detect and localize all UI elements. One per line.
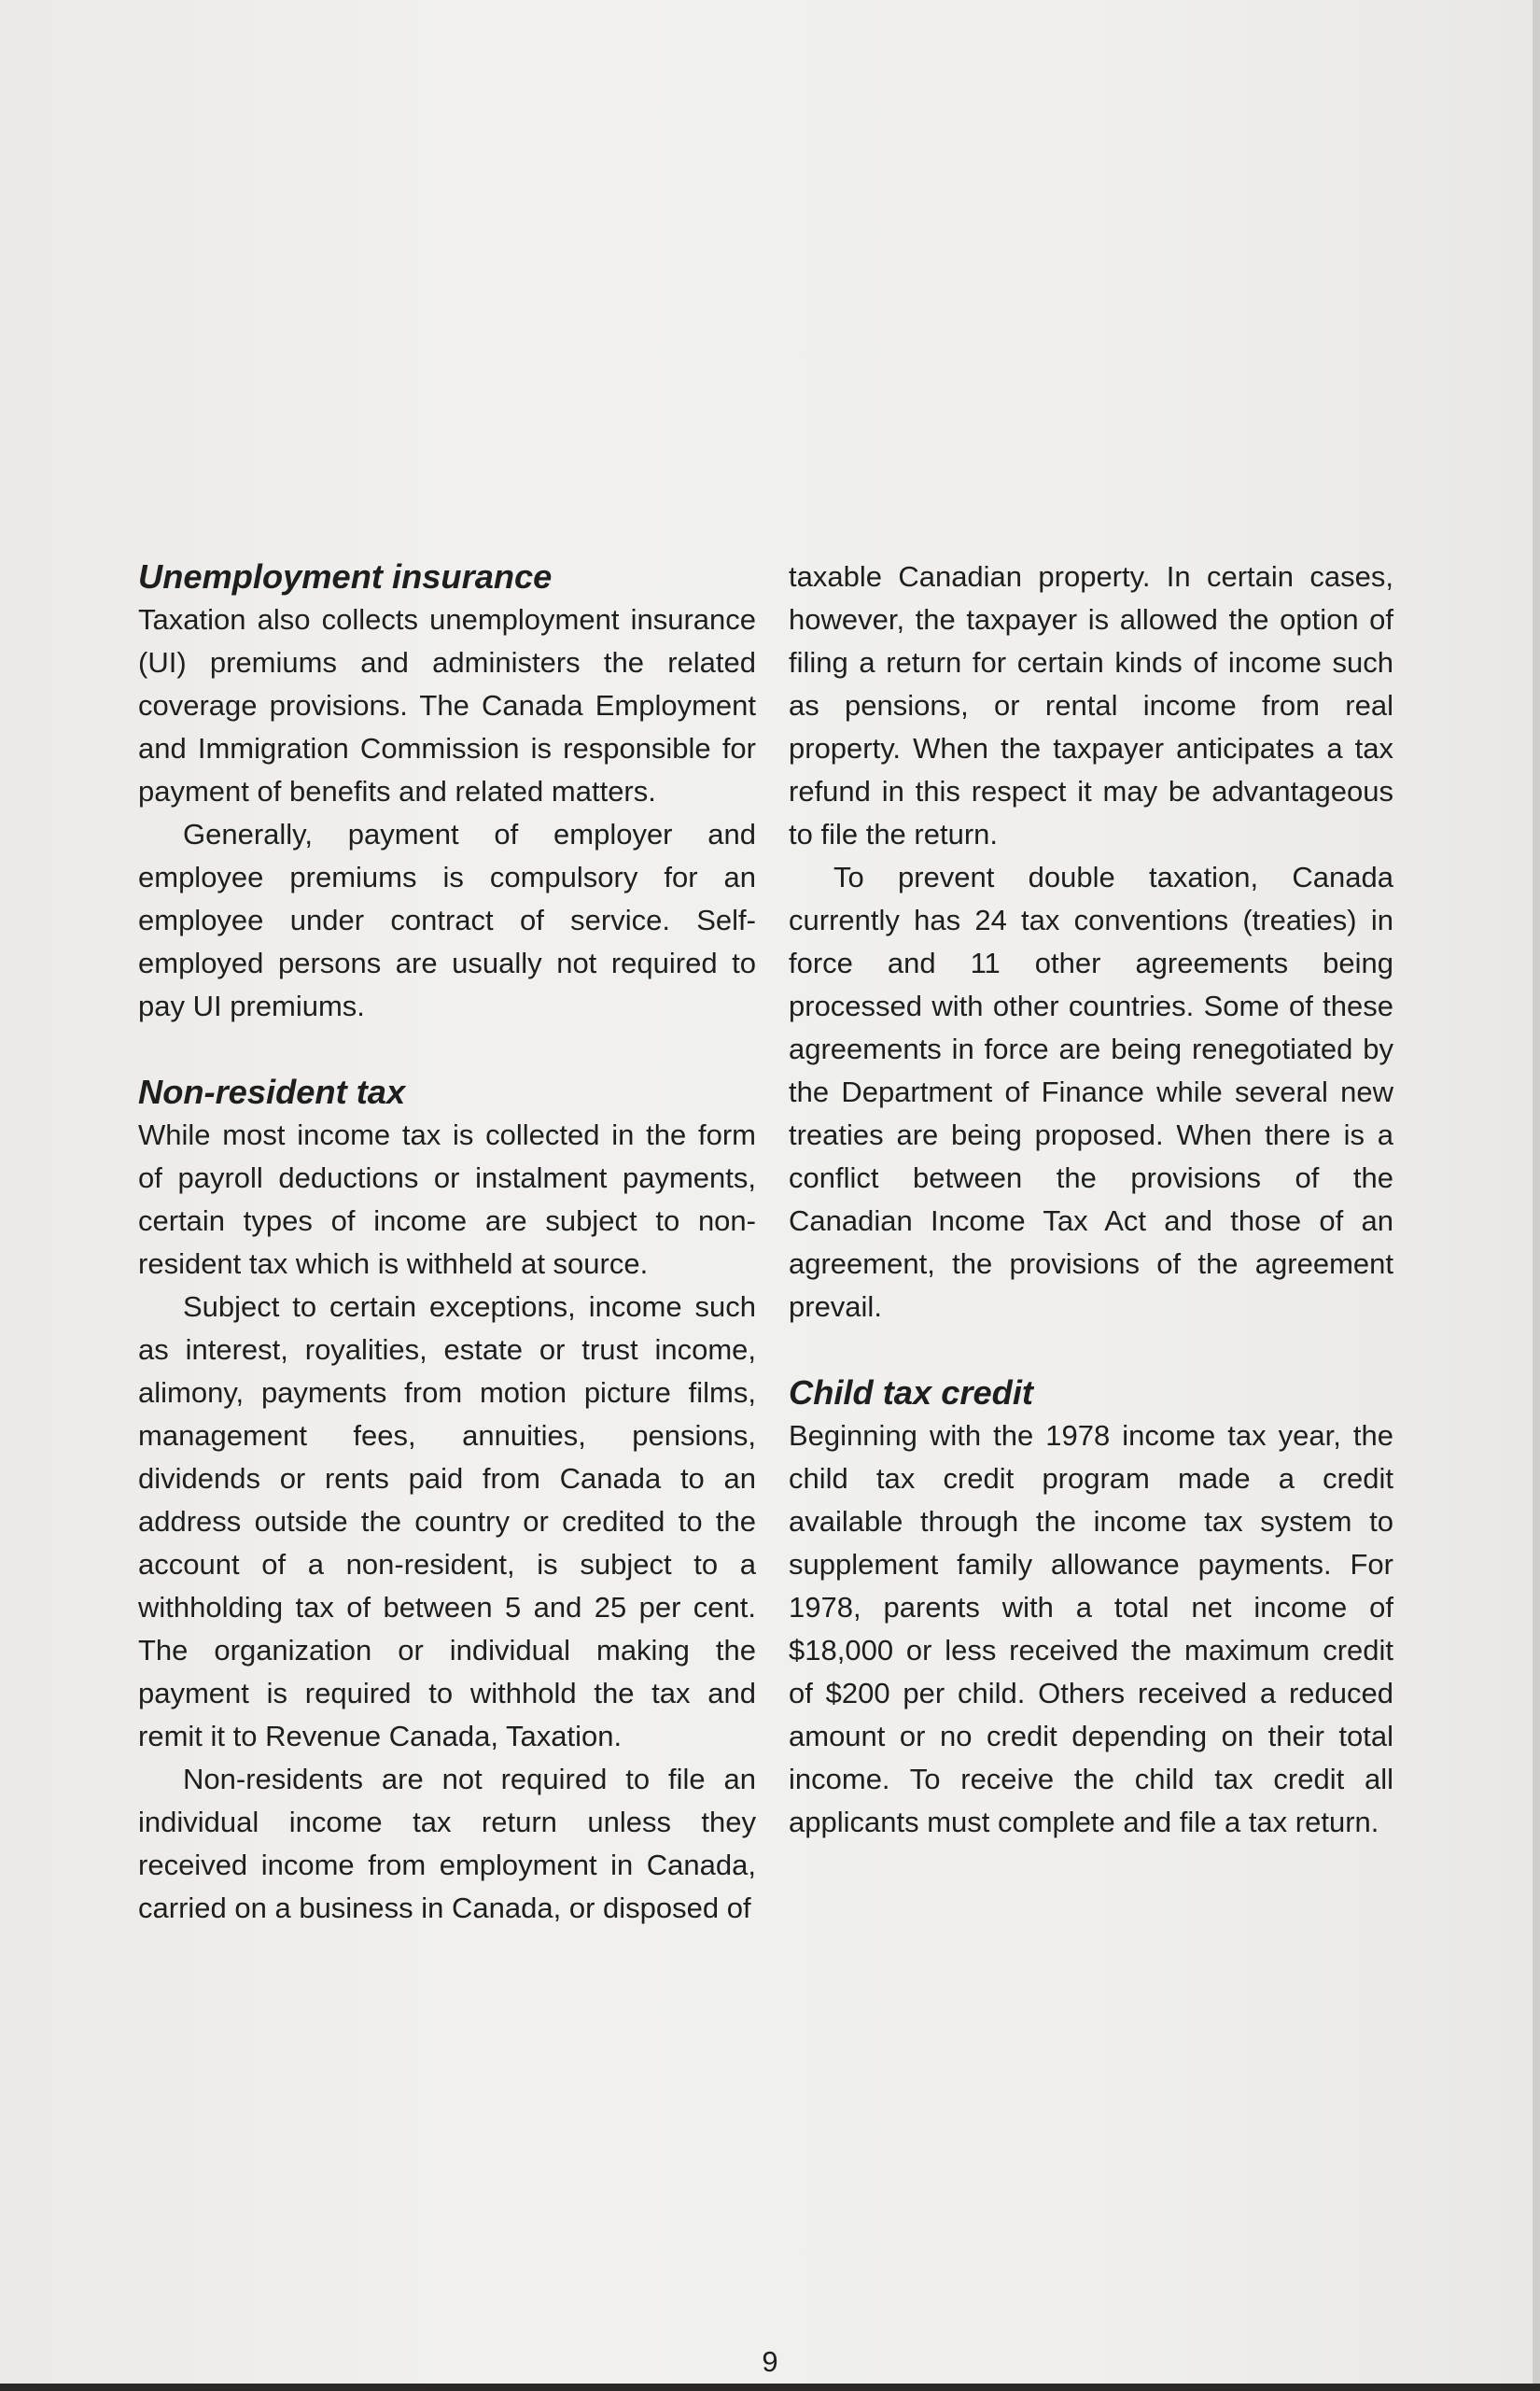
section-heading: Child tax credit <box>789 1373 1033 1412</box>
paragraph: Beginning with the 1978 income tax year, the child tax credit program made a credit available through the income tax system to supplement family allowance payments. For 1978, parents with a total net income of $18,000 or less received the maximum credit of $200 per child. Others received a reduced amount or no credit depending on their total income. To receive the child tax credit all applicants must complete and file a tax return. <box>789 1419 1393 1838</box>
section-heading: Non-resident tax <box>138 1073 406 1111</box>
section-non-resident-continuation <box>789 556 1393 1329</box>
section-non-resident-tax <box>138 1071 756 1930</box>
paragraph: Subject to certain exceptions, income such as interest, royalities, estate or trust income, alimony, payments from motion picture films, management fees, annuities, pensions, dividends or rents paid from Canada to an address outside the country or credited to the account of a non-resident, is subject to a withholding tax of between 5 and 25 per cent. The organization or individual making the payment is required to withhold the tax and remit it to Revenue Canada, Taxation. <box>138 1290 756 1752</box>
section-heading: Unemployment insurance <box>138 557 553 596</box>
paragraph: Non-residents are not required to file an individual income tax return unless they received income from employment in Canada, carried on a business in Canada, or disposed of <box>138 1763 756 1924</box>
paragraph: Taxation also collects unemployment insurance (UI) premiums and administers the related coverage provisions. The Canada Employment and Immigration Commission is responsible for payment of benefits and related matters. <box>138 603 756 808</box>
spacer <box>789 1329 1393 1371</box>
paragraph: To prevent double taxation, Canada currently has 24 tax conventions (treaties) in force and 11 other agreements being processed with other countries. Some of these agreements in force are being renegotiated by the Department of Finance while several new treaties are being proposed. When there is a conflict between the provisions of the Canadian Income Tax Act and those of an agreement, the provisions of the agreement prevail. <box>789 861 1393 1323</box>
spacer <box>138 1028 756 1071</box>
right-column <box>789 556 1393 1844</box>
paragraph: While most income tax is collected in the form of payroll deductions or instalment payments, certain types of income are subject to non-resident tax which is withheld at source. <box>138 1118 756 1280</box>
page-edge-bottom <box>0 2384 1540 2391</box>
paragraph: Generally, payment of employer and employee premiums is compulsory for an employee under contract of service. Self-employed persons are usually not required to pay UI premiums. <box>138 818 756 1022</box>
page-number: 9 <box>762 2345 778 2378</box>
section-unemployment-insurance <box>138 556 756 1028</box>
left-column <box>138 556 756 1930</box>
section-child-tax-credit <box>789 1371 1393 1844</box>
paragraph: taxable Canadian property. In certain cases, however, the taxpayer is allowed the option of filing a return for certain kinds of income such as pensions, or rental income from real property. When the taxpayer anticipates a tax refund in this respect it may be advantageous to file the return. <box>789 560 1393 851</box>
page-edge-right <box>1533 0 1540 2391</box>
